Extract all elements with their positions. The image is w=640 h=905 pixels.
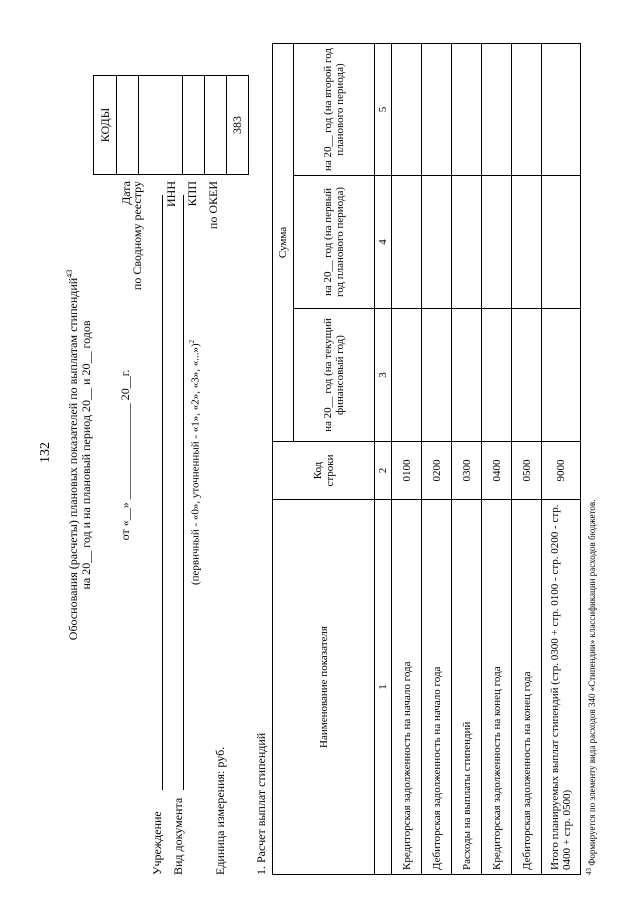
col-header-sum-plan1: на 20__ год (на первый год планового периода) <box>294 176 375 309</box>
date-line: от «__» ________________ 20__г. <box>118 369 132 541</box>
institution-label: Учреждение <box>150 811 164 875</box>
table-row <box>512 43 542 874</box>
row-code: 9000 <box>542 442 581 500</box>
value-cell[interactable] <box>452 43 482 175</box>
col-header-sum-plan2: на 20__ год (на второй год планового периода) <box>294 43 375 175</box>
row-code: 0200 <box>422 442 452 500</box>
row-name: Итого планируемых выплат стипендий (стр. 0300 + стр. 0100 - стр. 0200 - стр. 0400 + стр. 0500) <box>542 500 581 875</box>
footnote: $^{43}$ Формируется по элементу вида расходов 340 «Стипендии» классификации расходов бюджетов. <box>585 499 597 875</box>
col-number: 4 <box>375 176 392 309</box>
row-code: 0100 <box>392 442 422 500</box>
value-cell[interactable] <box>422 176 452 309</box>
codes-header: КОДЫ <box>94 76 117 175</box>
value-cell[interactable] <box>422 309 452 442</box>
value-cell[interactable] <box>542 309 581 442</box>
value-cell[interactable] <box>482 43 512 175</box>
row-name: Кредиторская задолженность на конец года <box>482 500 512 875</box>
value-cell[interactable] <box>422 43 452 175</box>
codes-label-date: Дата <box>119 181 133 205</box>
table-row <box>482 43 512 874</box>
footnote-divider <box>580 715 581 875</box>
title-footnote-ref: 43 <box>65 269 74 278</box>
page-number: 132 <box>38 442 53 463</box>
title-line1: Обоснования (расчеты) плановых показателей по выплатам стипендий <box>66 277 80 641</box>
value-cell[interactable] <box>392 43 422 175</box>
col-header-sum: Сумма <box>273 43 294 441</box>
row-name: Дебиторская задолженность на начало года <box>422 500 452 875</box>
row-name: Дебиторская задолженность на конец года <box>512 500 542 875</box>
codes-label-okei: по ОКЕИ <box>206 181 220 230</box>
section-title: 1. Расчет выплат стипендий <box>254 732 268 875</box>
codes-label-inn: ИНН <box>164 181 178 207</box>
codes-registry-cell[interactable] <box>139 76 183 175</box>
value-cell[interactable] <box>452 176 482 309</box>
codes-label-kpp: КПП <box>185 181 199 207</box>
col-number: 3 <box>375 309 392 442</box>
doc-type-label: Вид документа <box>171 797 185 875</box>
row-name: Кредиторская задолженность на начало года <box>392 500 422 875</box>
codes-date-cell[interactable] <box>117 76 139 175</box>
codes-inn-cell[interactable] <box>183 76 205 175</box>
value-cell[interactable] <box>542 43 581 175</box>
table-row-total <box>542 43 581 874</box>
value-cell[interactable] <box>512 176 542 309</box>
scholarship-table <box>272 43 581 875</box>
table-row <box>422 43 452 874</box>
row-name: Расходы на выплаты стипендий <box>452 500 482 875</box>
codes-label-registry: по Сводному реестру <box>130 181 144 291</box>
doc-type-hint: (первичный - «0», уточненный - «1», «2», «3», «...»)$^2$ <box>188 339 202 585</box>
row-code: 0300 <box>452 442 482 500</box>
title-line2: на 20__ год и на плановый период 20__ и 20__ годов <box>79 320 93 590</box>
row-code: 0400 <box>482 442 512 500</box>
col-header-code: Код строки <box>273 442 375 500</box>
col-number: 2 <box>375 442 392 500</box>
value-cell[interactable] <box>392 176 422 309</box>
codes-okei-cell[interactable]: 383 <box>227 76 249 175</box>
institution-field[interactable] <box>162 195 163 790</box>
row-code: 0500 <box>512 442 542 500</box>
col-number: 1 <box>375 500 392 875</box>
value-cell[interactable] <box>482 309 512 442</box>
value-cell[interactable] <box>452 309 482 442</box>
value-cell[interactable] <box>542 176 581 309</box>
unit-label: Единица измерения: руб. <box>213 746 227 875</box>
col-header-sum-current: на 20__ год (на текущий финансовый год) <box>294 309 375 442</box>
doc-type-field[interactable] <box>183 195 184 790</box>
col-header-name: Наименование показателя <box>273 500 375 875</box>
table-row <box>392 43 422 874</box>
value-cell[interactable] <box>392 309 422 442</box>
col-number: 5 <box>375 43 392 175</box>
codes-table <box>93 75 249 175</box>
table-row <box>452 43 482 874</box>
codes-kpp-cell[interactable] <box>205 76 227 175</box>
value-cell[interactable] <box>512 43 542 175</box>
value-cell[interactable] <box>482 176 512 309</box>
value-cell[interactable] <box>512 309 542 442</box>
